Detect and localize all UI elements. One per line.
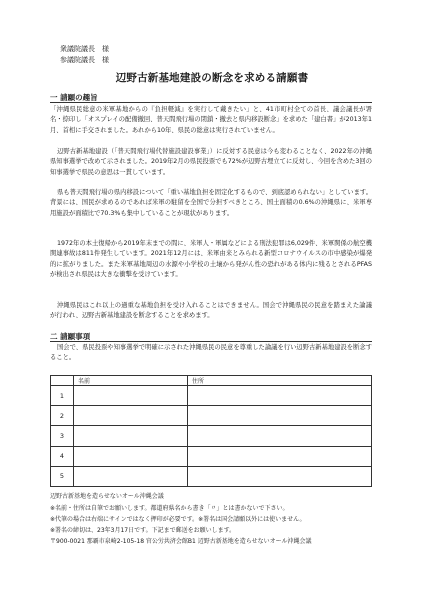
mailing-address: 〒900-0021 那覇市泉崎2-105-18 官公労共済会館B1 辺野古新基地を造らせないオール沖縄会議 <box>50 538 312 545</box>
signature-name-cell[interactable] <box>74 466 188 486</box>
addressee-lower-house: 衆議院議長 様 <box>60 45 109 53</box>
signature-row-number: 1 <box>51 386 74 406</box>
signature-row-number: 4 <box>51 446 74 466</box>
signature-row-number: 2 <box>51 406 74 426</box>
signature-address-cell[interactable] <box>188 466 372 486</box>
petition-item: 国会で、県民投票や知事選挙で明確に示された沖縄県民の民意を尊重した論議を行い辺野古新基地建設を断念すること。 <box>50 344 372 362</box>
signature-address-cell[interactable] <box>188 406 372 426</box>
section2-heading: 二 請願事項 <box>50 332 91 341</box>
purpose-paragraph-4: 1972年の本土復帰から2019年末までの間に、米軍人・軍属などによる刑法犯罪は6,029件、米軍関係の航空機関連事故は811件発生しています。2021年12月には、米軍由来とみられる新型コロナウイルスの市中感染が爆発的に拡がりました。また米軍基地周辺の水源や小学校の土壌から発がん性の恐れがある体内に残るとされるPFASが検出され県民は大きな衝撃を受けています。 <box>50 240 372 279</box>
signature-address-cell[interactable] <box>188 446 372 466</box>
note-deadline: ※署名の締切は、23年3月17日です。下記まで郵送をお願いします。 <box>50 527 236 534</box>
signature-name-cell[interactable] <box>74 386 188 406</box>
section1-rule <box>50 102 372 103</box>
purpose-paragraph-5: 沖縄県民はこれ以上の過重な基地負担を受け入れることはできません。国会で沖縄県民の民意を踏まえた論議が行われ、辺野古新基地建設を断念することを求めます。 <box>50 302 372 320</box>
signature-name-cell[interactable] <box>74 406 188 426</box>
signature-row <box>51 466 372 486</box>
signature-address-header: 住所 <box>188 376 372 386</box>
purpose-paragraph-1: 「沖縄県民総意の米軍基地からの『負担軽減』を実行して戴きたい」と、41市町村全ての首長、議会議長が署名・捺印し「オスプレイの配備撤回、普天間飛行場の閉鎖・撤去と県内移設断念」を求めた「建白書」が2013年1月、首相に手交されました。あれから10年、県民の総意は実行されていません。 <box>50 106 372 134</box>
document-title: 辺野古新基地建設の断念を求める請願書 <box>115 72 309 84</box>
signature-row <box>51 386 372 406</box>
purpose-paragraph-2: 辺野古新基地建設（「普天間飛行場代替施設建設事業」）に反対する民意は今も変わることなく、2022年の沖縄県知事選挙で改めて示されました。2019年2月の県民投票でも72%が辺野古埋立てに反対し、今回を含めた3回の知事選挙で県民の意思は一貫しています。 <box>50 148 372 176</box>
signature-row <box>51 446 372 466</box>
signature-row-number: 5 <box>51 466 74 486</box>
signature-row <box>51 406 372 426</box>
signature-address-cell[interactable] <box>188 386 372 406</box>
signature-address-cell[interactable] <box>188 426 372 446</box>
section1-heading: 一 請願の趣旨 <box>50 93 98 102</box>
signature-header-row <box>51 376 372 386</box>
signature-table <box>50 375 372 487</box>
section2-rule <box>50 341 372 342</box>
signature-name-header: 名前 <box>74 376 188 386</box>
purpose-paragraph-3: 県も普天間飛行場の県内移設について「重い基地負担を固定化するもので、到底認められない」としています。背景には、国民が求めるのであれば米軍の駐留を全国で分担すべきところ、国土面積の0.6%の沖縄県に、米軍専用施設が面積比で70.3%も集中していることが現状があります。 <box>50 189 372 217</box>
note-handwriting: ※名前・住所は自筆でお願いします。都道府県名から書き「〃」とは書かないで下さい。 <box>50 505 289 512</box>
signature-name-cell[interactable] <box>74 446 188 466</box>
organization-name: 辺野古新基地を造らせないオール沖縄会議 <box>50 493 164 500</box>
signature-row-number: 3 <box>51 426 74 446</box>
signature-row <box>51 426 372 446</box>
addressee-upper-house: 参議院議長 様 <box>60 56 109 64</box>
signature-number-header <box>51 376 74 386</box>
note-proxy-seal: ※代筆の場合は右端にサインではなく押印が必要です。※署名は国会請願以外には使いません。 <box>50 516 306 523</box>
signature-name-cell[interactable] <box>74 426 188 446</box>
